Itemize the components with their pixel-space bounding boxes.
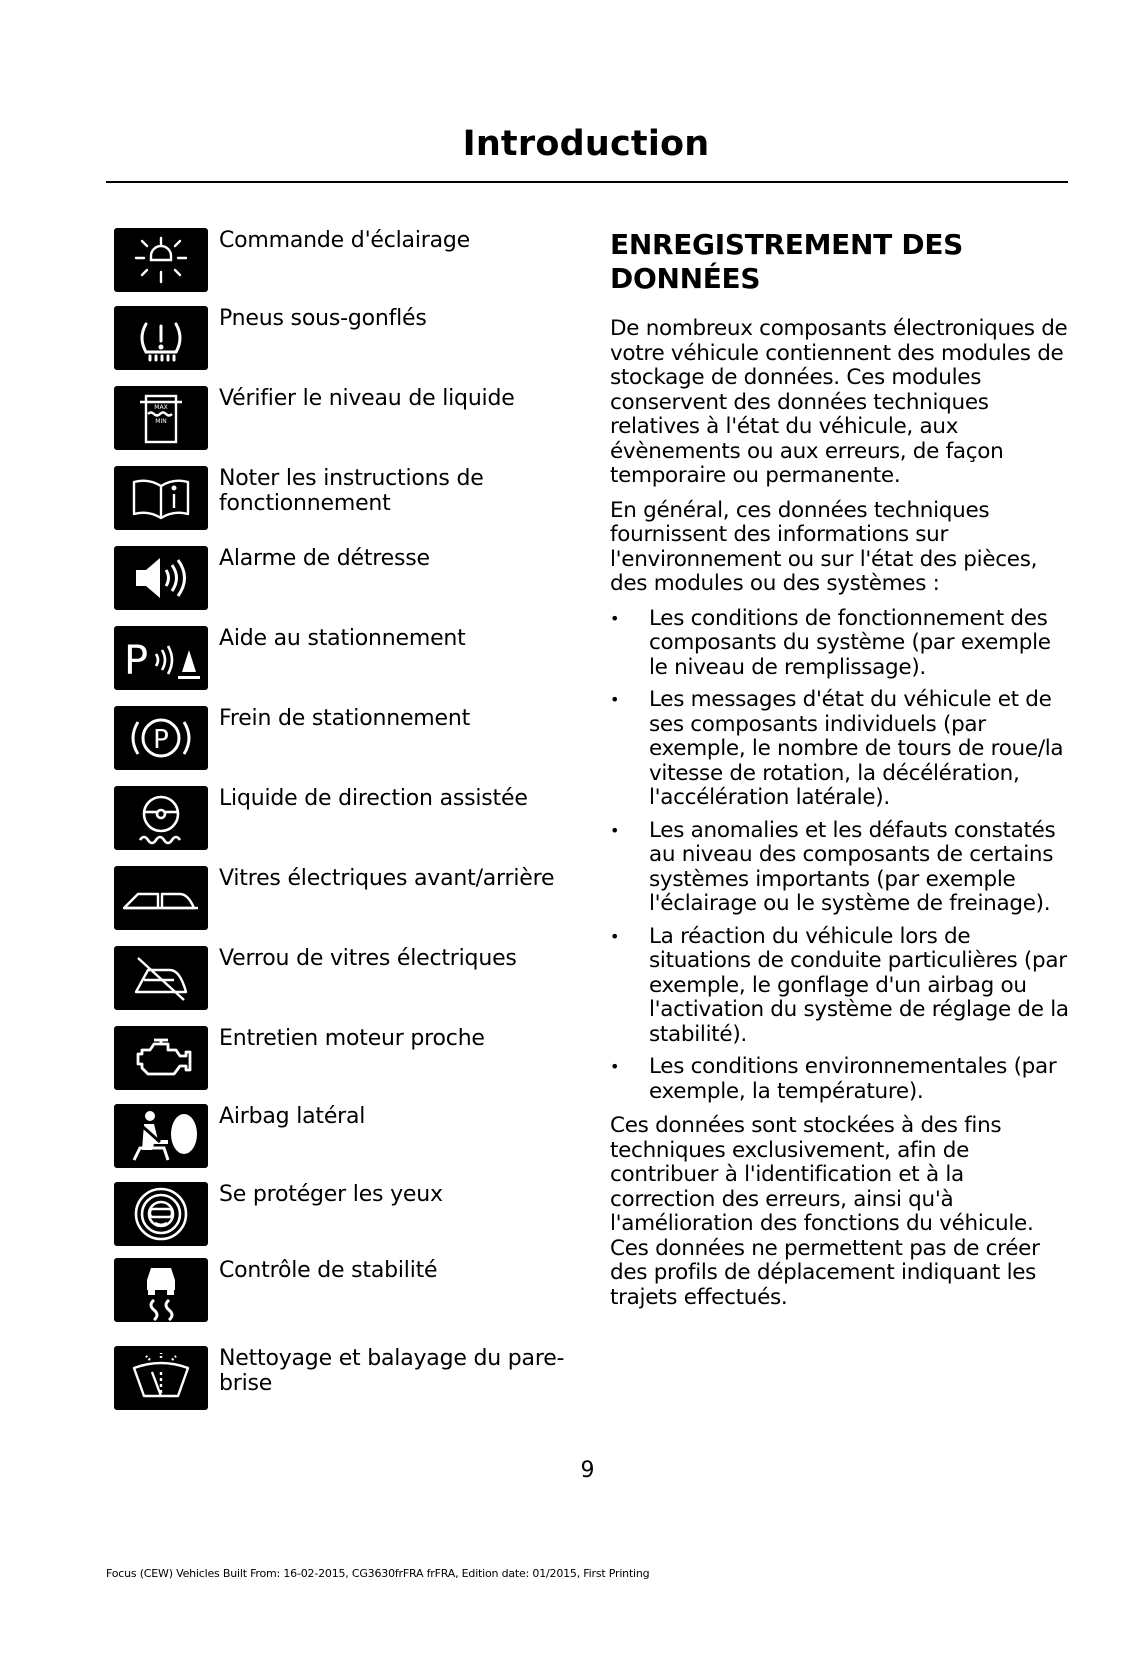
symbol-row (114, 786, 574, 850)
symbol-label: Nettoyage et balayage du pare-brise (219, 1346, 565, 1396)
list-item (610, 607, 1070, 681)
section-heading: ENREGISTREMENT DES DONNÉES (610, 228, 964, 295)
symbol-row (114, 1182, 574, 1246)
footer-text: Focus (CEW) Vehicles Built From: 16-02-2015, CG3630frFRA frFRA, Edition date: 01/2015, First Printing (106, 1567, 650, 1580)
parking-brake-letter: P (153, 725, 169, 755)
symbol-row (114, 866, 574, 930)
bullet-marker: • (610, 690, 620, 709)
bullet-text: La réaction du véhicule lors de situations de conduite particulières (par exemple, le gonflage d'un airbag ou l'activation du système de réglage de la stabilité). (649, 923, 1069, 1047)
general-paragraph: En général, ces données techniques fournissent des informations sur l'environnement ou sur l'état des pièces, des modules ou des systèmes : (610, 497, 1038, 596)
eye-protection-icon (114, 1182, 208, 1246)
symbol-row (114, 466, 574, 530)
symbol-label: Vitres électriques avant/arrière (219, 866, 555, 891)
bullet-marker: • (610, 1057, 620, 1076)
symbol-row (114, 1346, 574, 1410)
data-recording-section (610, 228, 1070, 1320)
symbol-label: Se protéger les yeux (219, 1182, 443, 1207)
symbol-label: Verrou de vitres électriques (219, 946, 517, 971)
symbol-label: Airbag latéral (219, 1104, 366, 1129)
symbol-row (114, 626, 574, 690)
symbol-row (114, 228, 574, 292)
page-number: 9 (580, 1458, 595, 1483)
bullet-text: Les anomalies et les défauts constatés au niveau des composants de certains systèmes importants (par exemple l'éclairage ou le système de freinage). (649, 817, 1056, 916)
power-windows-icon (114, 866, 208, 930)
lighting-control-icon (114, 228, 208, 292)
symbol-label: Aide au stationnement (219, 626, 466, 651)
symbol-row (114, 1026, 574, 1090)
list-item (610, 925, 1070, 1048)
symbol-row (114, 306, 574, 370)
fluid-min-label: MIN (155, 418, 167, 425)
bullet-marker: • (610, 820, 620, 840)
bullet-text: Les conditions de fonctionnement des composants du système (par exemple le niveau de remplissage). (649, 605, 1051, 680)
symbol-label: Noter les instructions de fonctionnement (219, 466, 484, 516)
parking-aid-letter: P (124, 638, 149, 684)
parking-brake-icon (114, 706, 208, 770)
tire-pressure-icon (114, 306, 208, 370)
fluid-level-icon (114, 386, 208, 450)
symbol-label: Frein de stationnement (219, 706, 471, 731)
symbol-label: Pneus sous-gonflés (219, 306, 427, 331)
symbol-row (114, 706, 574, 770)
closing-paragraph: Ces données sont stockées à des fins techniques exclusivement, afin de contribuer à l'identification et à la correction des erreurs, ainsi qu'à l'amélioration des fonctions du véhicule. Ces données ne permettent pas de créer des profils de déplacement indiquant les trajets effectués. (610, 1113, 1040, 1310)
symbol-label: Commande d'éclairage (219, 228, 470, 253)
window-lock-icon (114, 946, 208, 1010)
bullet-text: Les messages d'état du véhicule et de ses composants individuels (par exemple, le nombre de tours de roue/la vitesse de rotation, la décélération, l'accélération latérale). (649, 687, 1064, 810)
symbol-label: Liquide de direction assistée (219, 786, 528, 811)
power-steering-fluid-icon (114, 786, 208, 850)
symbol-label: Contrôle de stabilité (219, 1258, 438, 1283)
fluid-max-label: MAX (154, 404, 168, 411)
parking-aid-icon (114, 626, 208, 690)
bullet-list (610, 607, 1070, 1105)
instructions-book-icon (114, 466, 208, 530)
title-rule (106, 181, 1068, 183)
side-airbag-icon (114, 1104, 208, 1168)
symbol-row (114, 1104, 574, 1168)
list-item (610, 819, 1070, 917)
symbol-row (114, 386, 574, 450)
hazard-alarm-icon (114, 546, 208, 610)
bullet-marker: • (610, 926, 620, 946)
engine-service-icon (114, 1026, 208, 1090)
symbol-label: Entretien moteur proche (219, 1026, 485, 1051)
list-item (610, 688, 1070, 811)
stability-control-icon (114, 1258, 208, 1322)
bullet-text: Les conditions environnementales (par exemple, la température). (649, 1054, 1057, 1104)
bullet-marker: • (610, 608, 620, 628)
list-item (610, 1055, 1070, 1104)
symbol-label: Vérifier le niveau de liquide (219, 386, 515, 411)
symbol-row (114, 546, 574, 610)
symbol-label: Alarme de détresse (219, 546, 430, 571)
symbol-row (114, 946, 574, 1010)
page-title: Introduction (462, 124, 710, 164)
intro-paragraph: De nombreux composants électroniques de votre véhicule contiennent des modules de stockage de données. Ces modules conservent des données techniques relatives à l'état du véhicule, aux évènements ou aux erreurs, de façon temporaire ou permanente. (610, 316, 1068, 488)
symbol-row (114, 1258, 574, 1322)
windshield-washer-icon (114, 1346, 208, 1410)
